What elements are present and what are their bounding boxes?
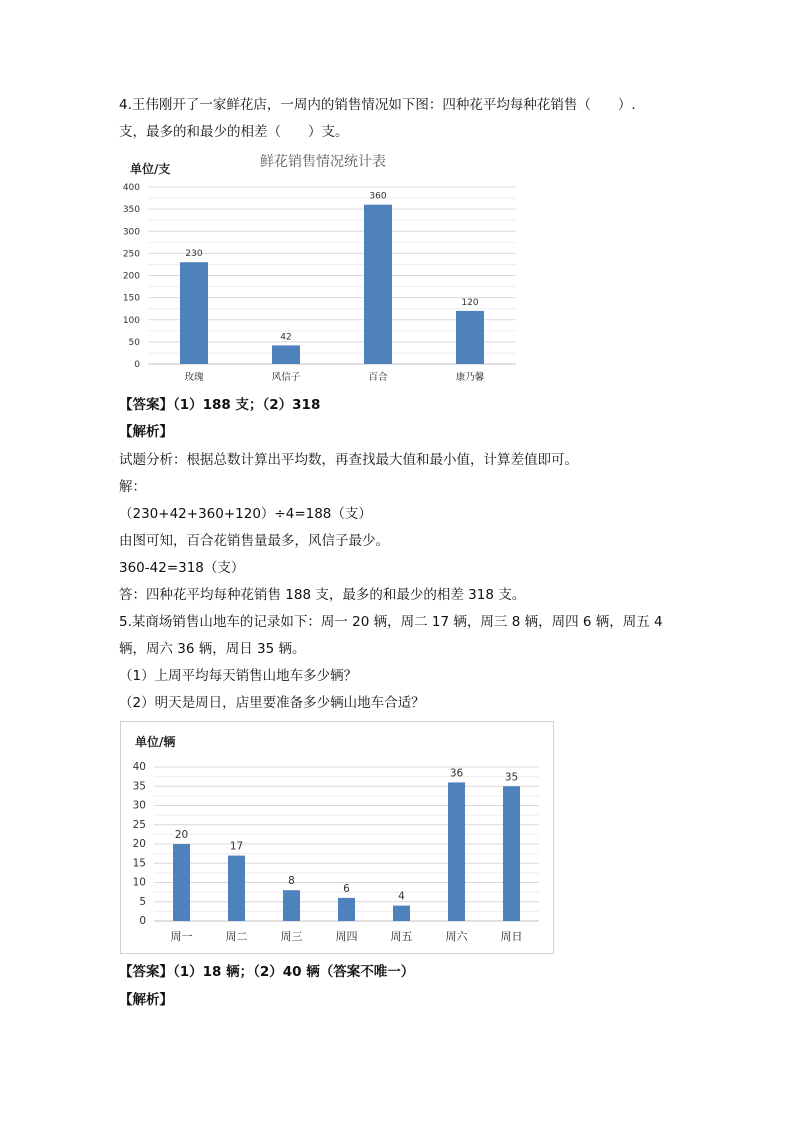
bike-ytick-label: 0 xyxy=(139,915,146,927)
bike-category-label: 周日 xyxy=(500,930,523,943)
q4-line2: 支，最多的和最少的相差（ ）支。 xyxy=(119,124,349,140)
q4-answer: 【答案】（1）188 支；（2）318 xyxy=(119,397,321,413)
flower-bar xyxy=(272,345,300,364)
bike-category-label: 周五 xyxy=(390,930,413,943)
bike-data-label: 20 xyxy=(174,829,189,841)
bike-category-label: 周三 xyxy=(280,930,303,943)
bike-ytick-label: 10 xyxy=(132,876,146,889)
flower-ytick-label: 150 xyxy=(122,293,140,304)
bike-data-label: 36 xyxy=(449,767,464,780)
bike-bar xyxy=(338,898,355,921)
bike-ytick-label: 25 xyxy=(132,818,146,831)
flower-data-label: 230 xyxy=(185,249,203,260)
bike-category-label: 周二 xyxy=(225,930,248,943)
bike-ytick-label: 35 xyxy=(132,780,146,793)
flower-ytick-label: 200 xyxy=(122,271,140,282)
q5-analysis-heading: 【解析】 xyxy=(119,992,173,1008)
bike-bar xyxy=(173,844,190,921)
bike-data-label: 4 xyxy=(398,890,405,903)
bike-category-label: 周六 xyxy=(445,930,468,943)
bike-unit-label: 单位/辆 xyxy=(135,735,176,749)
bike-ytick-label: 5 xyxy=(139,895,146,908)
bike-bar xyxy=(448,782,465,921)
flower-bar xyxy=(456,311,484,364)
flower-ytick-label: 300 xyxy=(122,227,140,238)
flower-bar xyxy=(364,205,392,364)
q4-step2: 由图可知，百合花销售量最多，风信子最少。 xyxy=(119,533,389,549)
q5-sub1: （1）上周平均每天销售山地车多少辆？ xyxy=(119,668,358,684)
flower-data-label: 42 xyxy=(280,332,292,343)
q4-conclusion: 答：四种花平均每种花销售 188 支，最多的和最少的相差 318 支。 xyxy=(119,587,526,603)
q4-solve-label: 解： xyxy=(119,479,146,495)
flower-ytick-label: 400 xyxy=(122,183,140,193)
bike-ytick-label: 40 xyxy=(132,761,146,773)
bike-category-label: 周四 xyxy=(335,930,358,943)
q5-line2: 辆，周六 36 辆，周日 35 辆。 xyxy=(119,641,306,657)
bike-chart xyxy=(120,721,554,954)
flower-chart-svg xyxy=(118,150,523,385)
q5-sub2: （2）明天是周日，店里要准备多少辆山地车合适？ xyxy=(119,695,425,711)
bike-chart-svg xyxy=(121,722,553,953)
flower-unit-label: 单位/支 xyxy=(130,162,171,176)
bike-data-label: 17 xyxy=(229,840,244,853)
q4-analysis: 试题分析：根据总数计算出平均数，再查找最大值和最小值，计算差值即可。 xyxy=(119,452,578,468)
q5-line1: 5.某商场销售山地车的记录如下：周一 20 辆，周二 17 辆，周三 8 辆，周四 6 辆，周五 4 xyxy=(119,614,663,630)
flower-ytick-label: 0 xyxy=(134,360,140,370)
bike-bar xyxy=(228,856,245,921)
flower-ytick-label: 50 xyxy=(128,337,140,348)
bike-data-label: 6 xyxy=(343,882,350,895)
flower-category-label: 风信子 xyxy=(271,372,301,383)
flower-category-label: 玫瑰 xyxy=(184,372,204,383)
flower-bar xyxy=(180,262,208,364)
flower-ytick-label: 350 xyxy=(122,205,140,216)
bike-data-label: 8 xyxy=(288,875,295,888)
bike-data-label: 35 xyxy=(504,771,519,784)
flower-data-label: 360 xyxy=(369,191,387,202)
flower-data-label: 120 xyxy=(461,297,479,308)
bike-ytick-label: 20 xyxy=(132,838,146,850)
bike-bar xyxy=(393,906,410,921)
bike-bar xyxy=(503,786,520,921)
q4-analysis-heading: 【解析】 xyxy=(119,424,173,440)
flower-category-label: 百合 xyxy=(368,372,388,383)
q5-answer: 【答案】（1）18 辆；（2）40 辆（答案不唯一） xyxy=(119,964,415,980)
q4-step3: 360-42=318（支） xyxy=(119,560,245,576)
bike-category-label: 周一 xyxy=(170,930,193,943)
flower-ytick-label: 100 xyxy=(122,315,140,326)
q4-line1: 4.王伟刚开了一家鲜花店，一周内的销售情况如下图：四种花平均每种花销售（ ）. xyxy=(119,97,636,113)
q4-step1: （230+42+360+120）÷4=188（支） xyxy=(119,506,372,522)
flower-category-label: 康乃馨 xyxy=(455,372,485,383)
bike-bar xyxy=(283,890,300,921)
flower-ytick-label: 250 xyxy=(122,249,140,260)
flower-title: 鲜花销售情况统计表 xyxy=(260,154,386,170)
bike-ytick-label: 15 xyxy=(132,857,146,870)
bike-ytick-label: 30 xyxy=(132,799,146,812)
flower-chart xyxy=(118,150,523,385)
